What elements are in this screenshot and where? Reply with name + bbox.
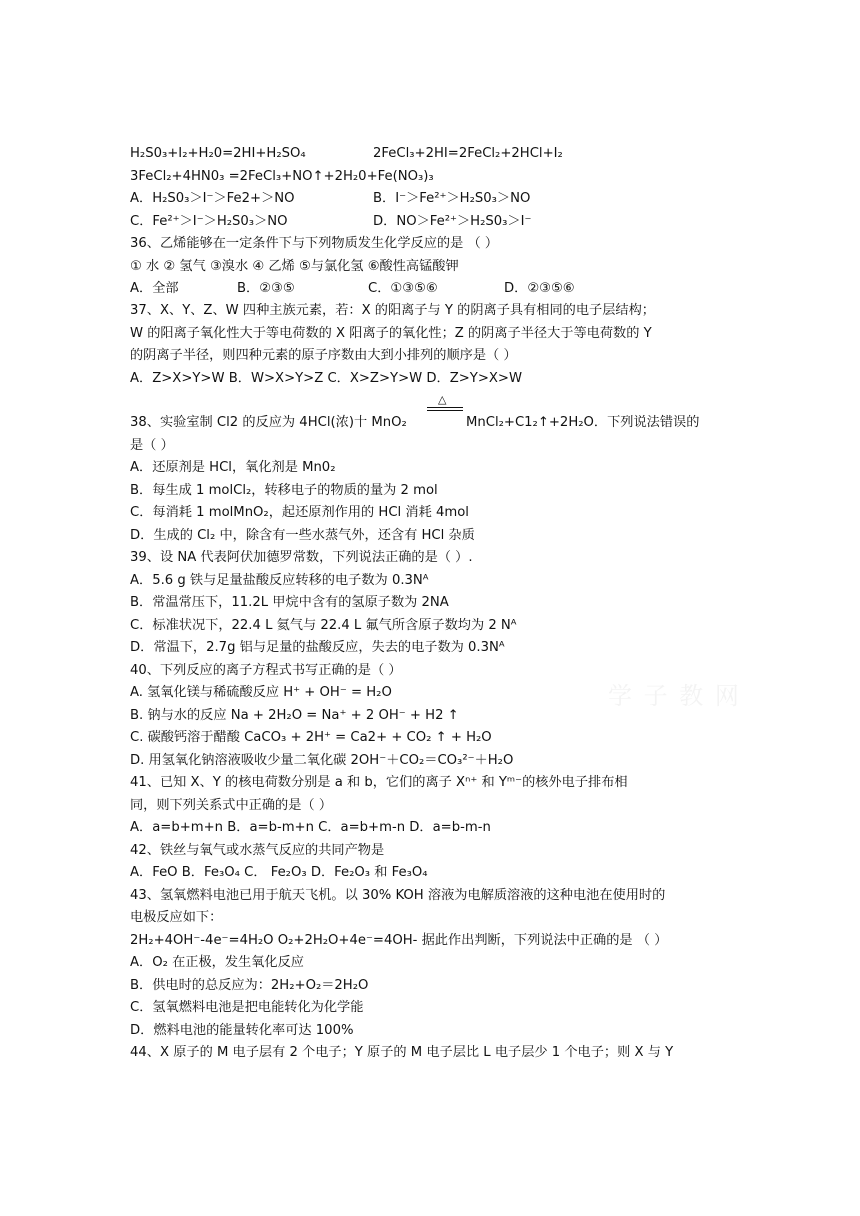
text-line-l4: C．Fe²⁺＞I⁻＞H₂S0₃＞NO — [130, 214, 288, 229]
text-line-l6: ① 水 ② 氢气 ③溴水 ④ 乙烯 ⑤与氯化氢 ⑥酸性高锰酸钾 — [130, 259, 459, 274]
text-line-l22: D．常温下，2.7g 铝与足量的盐酸反应，失去的电子数为 0.3Nᴬ — [130, 640, 505, 655]
text-line-l11: A．Z>X>Y>W B．W>X>Y>Z C．X>Z>Y>W D．Z>Y>X>W — [130, 371, 523, 386]
equals-bar-top — [427, 407, 463, 408]
text-line-l27: D. 用氢氧化钠溶液吸收少量二氧化碳 2OH⁻＋CO₂＝CO₃²⁻＋H₂O — [130, 753, 514, 768]
text-line-l2: 3FeCl₂+4HN0₃ =2FeCl₃+NO↑+2H₂0+Fe(NO₃)₃ — [130, 169, 434, 184]
equals-bar-bottom — [427, 410, 463, 411]
text-segment-r2: B．I⁻＞Fe²⁺＞H₂S0₃＞NO — [373, 191, 531, 206]
heating-symbol: △ — [438, 393, 447, 406]
text-line-l1: H₂S0₃+I₂+H₂0=2HI+H₂SO₄ — [130, 146, 306, 161]
text-line-l14: A．还原剂是 HCl，氧化剂是 Mn0₂ — [130, 460, 336, 475]
text-line-l13: 是（ ） — [130, 438, 174, 453]
text-line-l31: 42、铁丝与氧气或水蒸气反应的共同产物是 — [130, 843, 385, 858]
text-segment-r6: D．②③⑤⑥ — [504, 281, 575, 296]
text-line-l35: 2H₂+4OH⁻-4e⁻=4H₂O O₂+2H₂O+4e⁻=4OH- 据此作出判断，下列说法中正确的是 （ ） — [130, 933, 668, 948]
text-line-l39: D．燃料电池的能量转化率可达 100% — [130, 1023, 354, 1038]
text-segment-r1: 2FeCl₃+2HI=2FeCl₂+2HCl+I₂ — [373, 146, 563, 161]
text-line-l34: 电极反应如下： — [130, 910, 223, 925]
text-line-l29: 同，则下列关系式中正确的是（ ） — [130, 798, 333, 813]
text-line-l17: D．生成的 Cl₂ 中，除含有一些水蒸气外，还含有 HCl 杂质 — [130, 528, 475, 543]
text-line-l36: A．O₂ 在正极，发生氧化反应 — [130, 955, 304, 970]
text-line-l20: B．常温常压下，11.2L 甲烷中含有的氢原子数为 2NA — [130, 595, 449, 610]
text-line-l25: B. 钠与水的反应 Na + 2H₂O = Na⁺ + 2 OH⁻ + H2 ↑ — [130, 708, 459, 723]
text-line-l23: 40、下列反应的离子方程式书写正确的是（ ） — [130, 663, 402, 678]
text-line-l26: C. 碳酸钙溶于醋酸 CaCO₃ + 2H⁺ = Ca2+ + CO₂ ↑ + H₂O — [130, 730, 492, 745]
text-line-l16: C．每消耗 1 molMnO₂，起还原剂作用的 HCl 消耗 4mol — [130, 505, 469, 520]
text-segment-r7: MnCl₂+C1₂↑+2H₂O．下列说法错误的 — [466, 415, 700, 430]
text-segment-r3: D．NO＞Fe²⁺＞H₂S0₃＞I⁻ — [373, 214, 532, 229]
text-line-l40: 44、X 原子的 M 电子层有 2 个电子；Y 原子的 M 电子层比 L 电子层少 1 个电子；则 X 与 Y — [130, 1045, 674, 1060]
text-segment-r5: C．①③⑤⑥ — [368, 281, 438, 296]
text-line-l8: 37、X、Y、Z、W 四种主族元素，若：X 的阳离子与 Y 的阴离子具有相同的电子层结构； — [130, 303, 655, 318]
reaction-condition-arrow — [427, 394, 463, 412]
text-segment-r4: B．②③⑤ — [237, 281, 295, 296]
text-line-l21: C．标准状况下，22.4 L 氦气与 22.4 L 氟气所含原子数均为 2 Nᴬ — [130, 618, 517, 633]
text-line-l5: 36、乙烯能够在一定条件下与下列物质发生化学反应的是 （ ） — [130, 236, 499, 251]
text-line-l10: 的阴离子半径，则四种元素的原子序数由大到小排列的顺序是（ ） — [130, 348, 517, 363]
text-line-l24: A. 氢氧化镁与稀硫酸反应 H⁺ + OH⁻ = H₂O — [130, 685, 392, 700]
text-line-l18: 39、设 NA 代表阿伏加德罗常数，下列说法正确的是（ ）. — [130, 550, 473, 565]
text-line-l37: B．供电时的总反应为：2H₂+O₂＝2H₂O — [130, 978, 369, 993]
text-line-l32: A．FeO B．Fe₃O₄ C． Fe₂O₃ D．Fe₂O₃ 和 Fe₃O₄ — [130, 865, 428, 880]
text-line-l15: B．每生成 1 molCl₂，转移电子的物质的量为 2 mol — [130, 483, 438, 498]
watermark: 学 子 教 网 — [608, 682, 741, 710]
text-line-l38: C．氢氧燃料电池是把电能转化为化学能 — [130, 1000, 364, 1015]
text-line-l7: A．全部 — [130, 281, 179, 296]
text-line-l3: A．H₂S0₃＞I⁻＞Fe2+＞NO — [130, 191, 295, 206]
text-line-l30: A．a=b+m+n B．a=b-m+n C．a=b+m-n D．a=b-m-n — [130, 820, 491, 835]
text-line-l33: 43、氢氧燃料电池已用于航天飞机。以 30% KOH 溶液为电解质溶液的这种电池在使用时的 — [130, 888, 666, 903]
text-line-l19: A．5.6 g 铁与足量盐酸反应转移的电子数为 0.3Nᴬ — [130, 573, 429, 588]
text-line-l9: W 的阳离子氧化性大于等电荷数的 X 阳离子的氧化性；Z 的阴离子半径大于等电荷数的 Y — [130, 326, 652, 341]
text-line-l28: 41、已知 X、Y 的核电荷数分别是 a 和 b，它们的离子 Xⁿ⁺ 和 Yᵐ⁻的核外电子排布相 — [130, 775, 628, 790]
text-line-l12: 38、实验室制 Cl2 的反应为 4HCl(浓)十 MnO₂ — [130, 415, 407, 430]
